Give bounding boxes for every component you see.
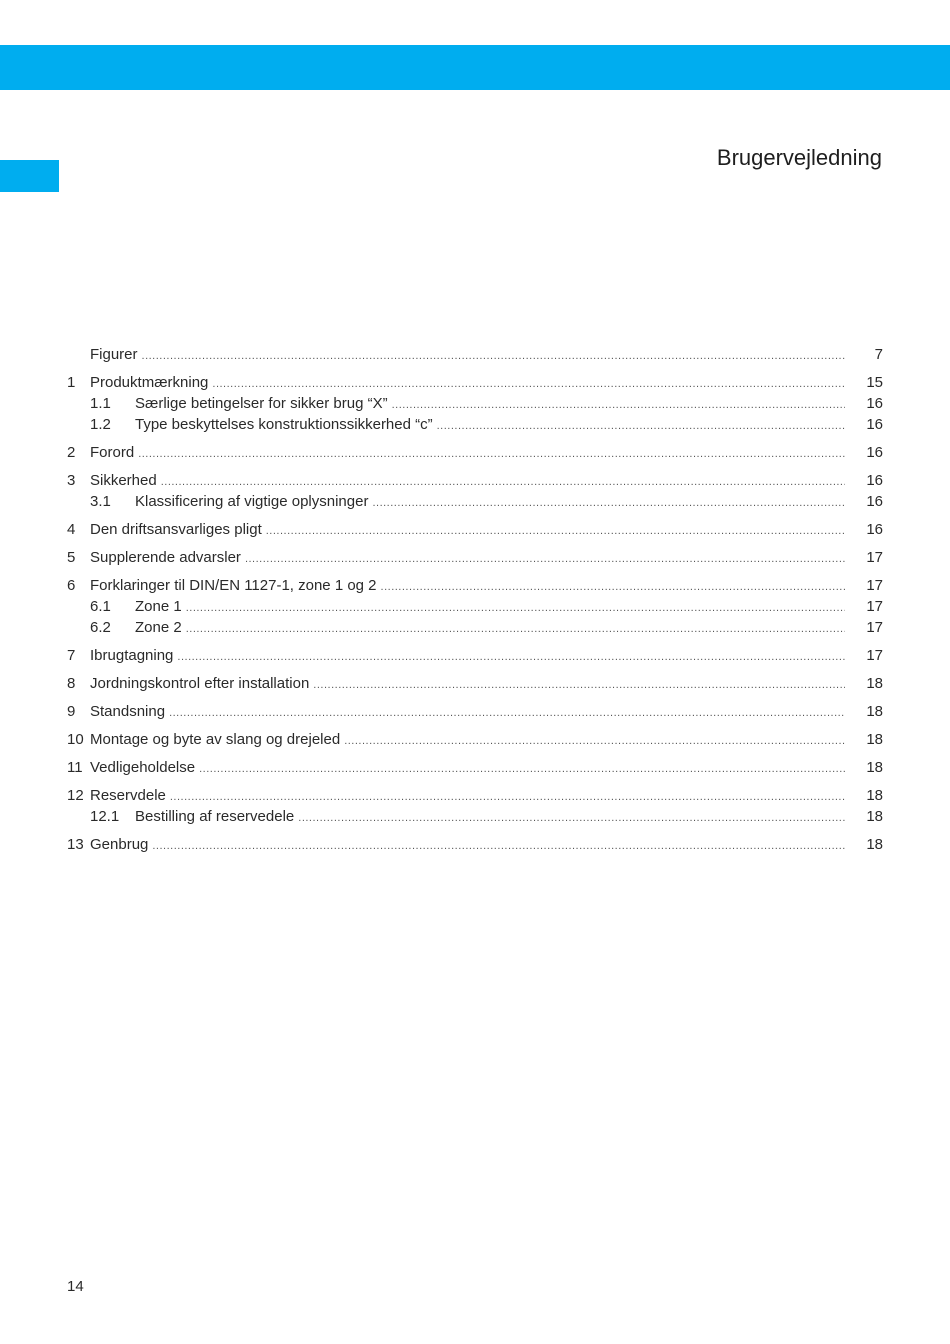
toc-section-number: 3 bbox=[67, 472, 76, 489]
toc-page-number: 17 bbox=[866, 647, 883, 664]
toc-page-number: 18 bbox=[866, 703, 883, 720]
toc-entry-label: Forklaringer til DIN/EN 1127-1, zone 1 og 2 bbox=[90, 577, 377, 594]
toc-page-number: 15 bbox=[866, 374, 883, 391]
toc-entry[interactable] bbox=[67, 372, 883, 393]
toc-entry[interactable] bbox=[67, 491, 883, 512]
toc-entry[interactable] bbox=[67, 470, 883, 491]
toc-dot-leader bbox=[392, 395, 845, 416]
toc-dot-leader bbox=[152, 836, 845, 857]
toc-entry-label: Sikkerhed bbox=[90, 472, 157, 489]
toc-page-number: 18 bbox=[866, 787, 883, 804]
toc-dot-leader bbox=[437, 416, 845, 437]
toc-dot-leader bbox=[199, 759, 845, 780]
toc-entry[interactable] bbox=[67, 414, 883, 435]
toc-entry[interactable] bbox=[67, 701, 883, 722]
toc-page-number: 18 bbox=[866, 731, 883, 748]
toc-dot-leader bbox=[298, 808, 845, 829]
toc-section-number: 6 bbox=[67, 577, 76, 594]
toc-subsection-number: 1.2 bbox=[90, 416, 111, 433]
toc-entry[interactable] bbox=[67, 729, 883, 750]
toc-page-number: 16 bbox=[866, 521, 883, 538]
toc-dot-leader bbox=[212, 374, 845, 395]
toc-page-number: 16 bbox=[866, 444, 883, 461]
toc-section-number: 8 bbox=[67, 675, 76, 692]
header-color-band bbox=[0, 45, 950, 90]
page-number: 14 bbox=[67, 1278, 84, 1295]
toc-entry[interactable] bbox=[67, 575, 883, 596]
toc-section-number: 9 bbox=[67, 703, 76, 720]
toc-page-number: 18 bbox=[866, 675, 883, 692]
toc-section-number: 11 bbox=[67, 759, 83, 776]
toc-section-number: 7 bbox=[67, 647, 76, 664]
toc-dot-leader bbox=[372, 493, 845, 514]
toc-section-number: 12 bbox=[67, 787, 84, 804]
toc-dot-leader bbox=[138, 444, 845, 465]
toc-dot-leader bbox=[381, 577, 845, 598]
toc-entry[interactable] bbox=[67, 442, 883, 463]
toc-entry-label: Reservdele bbox=[90, 787, 166, 804]
toc-dot-leader bbox=[161, 472, 845, 493]
toc-entry[interactable] bbox=[67, 344, 883, 365]
toc-entry-label: Ibrugtagning bbox=[90, 647, 174, 664]
toc-entry[interactable] bbox=[67, 785, 883, 806]
toc-entry-label: Jordningskontrol efter installation bbox=[90, 675, 310, 692]
toc-section-number: 10 bbox=[67, 731, 84, 748]
toc-entry-label: Montage og byte av slang og drejeled bbox=[90, 731, 341, 748]
toc-entry[interactable] bbox=[67, 393, 883, 414]
toc-dot-leader bbox=[142, 346, 845, 367]
toc-entry-label: Klassificering af vigtige oplysninger bbox=[135, 493, 369, 510]
toc-page-number: 16 bbox=[866, 472, 883, 489]
toc-entry-label: Genbrug bbox=[90, 836, 149, 853]
toc-entry-label: Vedligeholdelse bbox=[90, 759, 196, 776]
toc-dot-leader bbox=[170, 787, 845, 808]
toc-subsection-number: 6.2 bbox=[90, 619, 111, 636]
toc-dot-leader bbox=[186, 619, 845, 640]
toc-dot-leader bbox=[186, 598, 845, 619]
toc-entry[interactable] bbox=[67, 547, 883, 568]
toc-entry-label: Type beskyttelses konstruktionssikkerhed “c” bbox=[135, 416, 433, 433]
toc-dot-leader bbox=[344, 731, 845, 752]
toc-subsection-number: 12.1 bbox=[90, 808, 120, 825]
table-of-contents bbox=[67, 344, 883, 855]
toc-section-number: 5 bbox=[67, 549, 76, 566]
toc-entry-label: Produktmærkning bbox=[90, 374, 209, 391]
toc-section-number: 13 bbox=[67, 836, 84, 853]
toc-subsection-number: 1.1 bbox=[90, 395, 111, 412]
toc-subsection-number: 3.1 bbox=[90, 493, 111, 510]
toc-section-number: 4 bbox=[67, 521, 76, 538]
toc-page-number: 18 bbox=[866, 759, 883, 776]
toc-entry[interactable] bbox=[67, 519, 883, 540]
toc-page-number: 18 bbox=[866, 808, 883, 825]
toc-entry[interactable] bbox=[67, 757, 883, 778]
toc-page-number: 17 bbox=[866, 598, 883, 615]
toc-entry[interactable] bbox=[67, 673, 883, 694]
toc-dot-leader bbox=[313, 675, 845, 696]
toc-dot-leader bbox=[177, 647, 845, 668]
toc-entry-label: Zone 1 bbox=[135, 598, 182, 615]
toc-entry[interactable] bbox=[67, 596, 883, 617]
toc-page-number: 7 bbox=[874, 346, 883, 363]
toc-dot-leader bbox=[266, 521, 845, 542]
toc-entry[interactable] bbox=[67, 617, 883, 638]
toc-entry-label: Standsning bbox=[90, 703, 166, 720]
section-tab-marker bbox=[0, 160, 59, 192]
toc-section-number: 1 bbox=[67, 374, 76, 391]
toc-entry[interactable] bbox=[67, 806, 883, 827]
toc-page-number: 16 bbox=[866, 395, 883, 412]
toc-page-number: 16 bbox=[866, 493, 883, 510]
toc-page-number: 16 bbox=[866, 416, 883, 433]
toc-dot-leader bbox=[169, 703, 845, 724]
toc-page-number: 18 bbox=[866, 836, 883, 853]
toc-page-number: 17 bbox=[866, 577, 883, 594]
toc-entry-label: Den driftsansvarliges pligt bbox=[90, 521, 262, 538]
toc-dot-leader bbox=[245, 549, 845, 570]
toc-entry[interactable] bbox=[67, 645, 883, 666]
toc-entry-label: Zone 2 bbox=[135, 619, 182, 636]
toc-entry-label: Bestilling af reservedele bbox=[135, 808, 295, 825]
toc-entry-label: Supplerende advarsler bbox=[90, 549, 241, 566]
toc-page-number: 17 bbox=[866, 619, 883, 636]
toc-section-number: 2 bbox=[67, 444, 76, 461]
toc-page-number: 17 bbox=[866, 549, 883, 566]
toc-subsection-number: 6.1 bbox=[90, 598, 111, 615]
toc-entry-label: Forord bbox=[90, 444, 135, 461]
toc-entry[interactable] bbox=[67, 834, 883, 855]
toc-entry-label: Særlige betingelser for sikker brug “X” bbox=[135, 395, 388, 412]
toc-entry-label: Figurer bbox=[90, 346, 138, 363]
document-title: Brugervejledning bbox=[716, 145, 882, 170]
